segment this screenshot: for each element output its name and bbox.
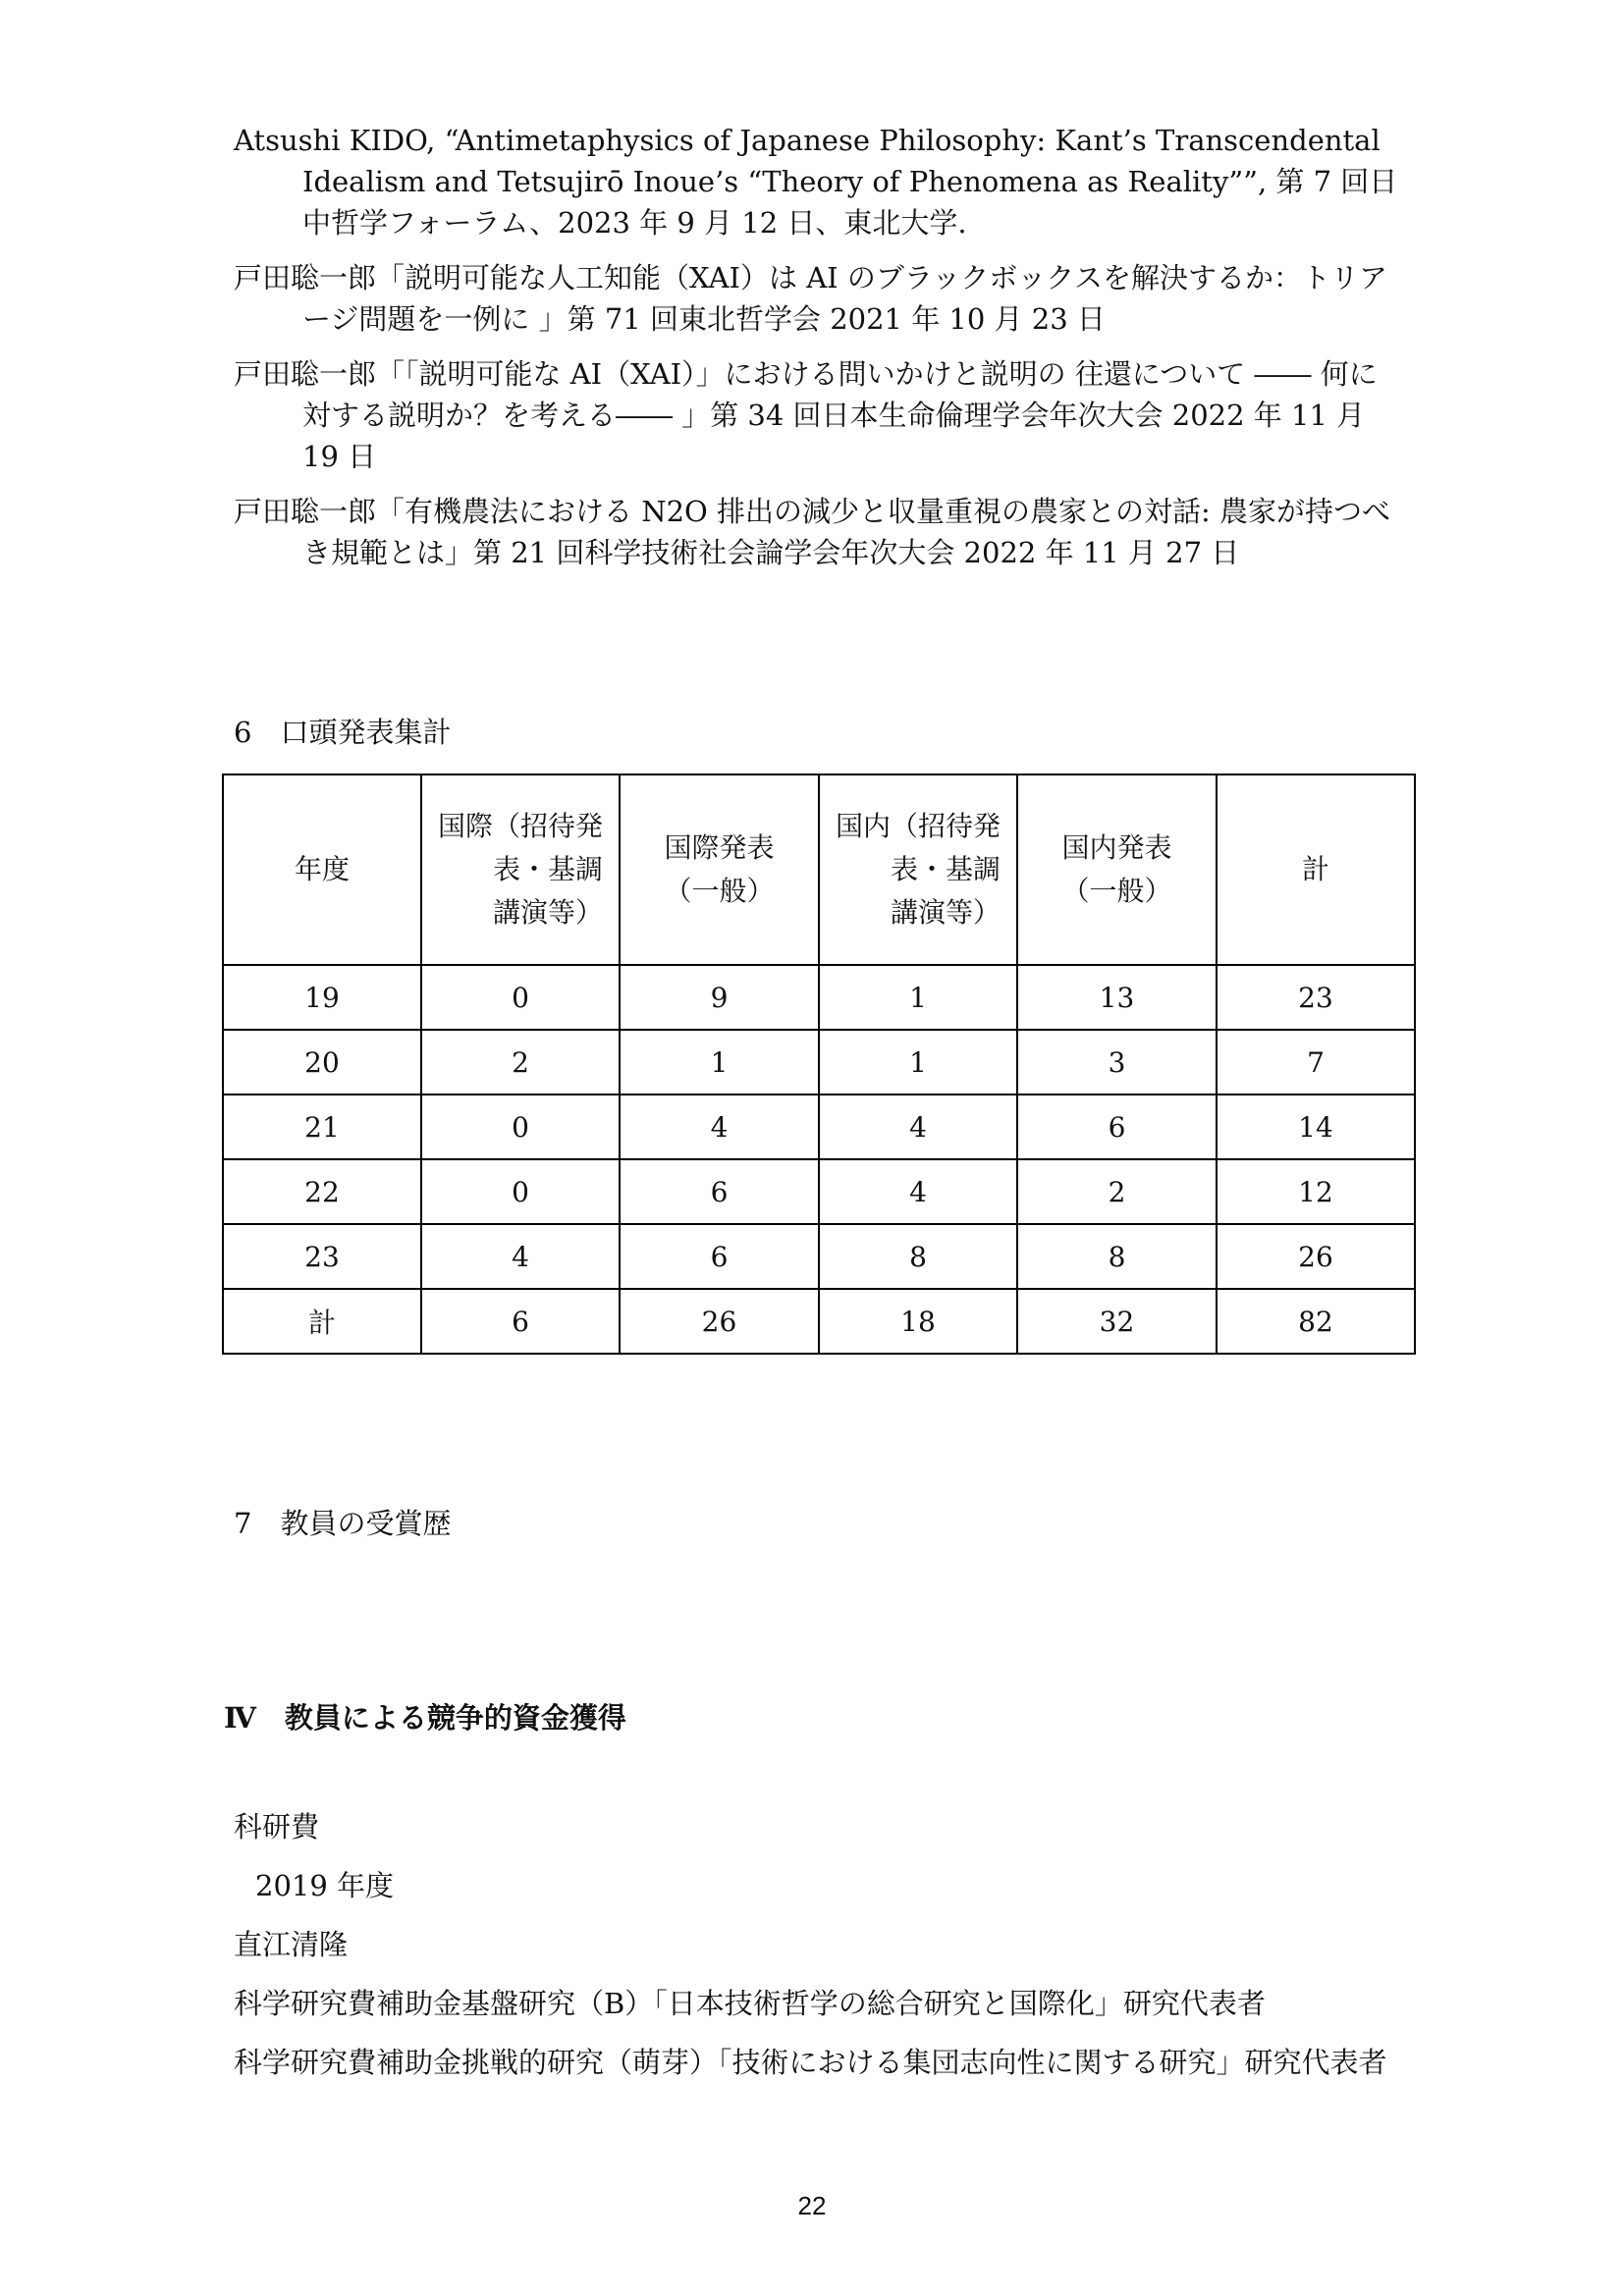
reference-entry: Atsushi KIDO, “Antimetaphysics of Japanese Philosophy: Kant’s Transcendental Idealism and Tetsujirō Inoue’s “Theory of Phenomena as Reality””, 第 7 回日中哲学フォーラム、2023 年 9 月 12 日、東北大学. xyxy=(234,124,1398,240)
table-cell: 6 xyxy=(1017,1095,1217,1159)
table-header-cell: 国際（招待発 表・基調 講演等） xyxy=(421,774,620,965)
table-cell: 1 xyxy=(819,965,1017,1030)
grant-person: 直江清隆 xyxy=(234,1928,349,1961)
grant-list xyxy=(234,1806,1412,2101)
table-cell: 14 xyxy=(1217,1095,1415,1159)
table-cell: 0 xyxy=(421,965,620,1030)
table-header-cell: 計 xyxy=(1217,774,1415,965)
table-cell: 26 xyxy=(1217,1224,1415,1289)
table-cell: 4 xyxy=(421,1224,620,1289)
table-cell: 3 xyxy=(1017,1030,1217,1095)
table-cell: 0 xyxy=(421,1159,620,1224)
table-cell: 21 xyxy=(223,1095,421,1159)
reference-entry: 戸田聡一郎「説明可能な人工知能（XAI）は AI のブラックボックスを解決するか：トリアージ問題を一例に 」第 71 回東北哲学会 2021 年 10 月 23 日 xyxy=(234,261,1387,336)
table-row xyxy=(223,1030,1415,1095)
table-cell: 0 xyxy=(421,1095,620,1159)
table-cell: 32 xyxy=(1017,1289,1217,1354)
table-cell: 4 xyxy=(819,1159,1017,1224)
table-cell: 13 xyxy=(1017,965,1217,1030)
table-cell: 22 xyxy=(223,1159,421,1224)
grant-category: 科研費 xyxy=(234,1810,320,1843)
page-number: 22 xyxy=(797,2191,827,2220)
table-header-cell: 国際発表 （一般） xyxy=(620,774,819,965)
table-header-cell: 年度 xyxy=(223,774,421,965)
table-cell: 2 xyxy=(1017,1159,1217,1224)
reference-entry: 戸田聡一郎「「説明可能な AI（XAI）」における問いかけと説明の 往還について ―― 何に対する説明か？を考える―― 」第 34 回日本生命倫理学会年次大会 2022 年 11 月 19 日 xyxy=(234,357,1378,473)
table-cell: 23 xyxy=(223,1224,421,1289)
table-cell: 計 xyxy=(223,1289,421,1354)
grant-entry: 科学研究費補助金挑戦的研究（萌芽）「技術における集団志向性に関する研究」研究代表者 xyxy=(234,2046,1387,2079)
table-row xyxy=(223,1095,1415,1159)
grant-entry: 科学研究費補助金基盤研究（B）「日本技術哲学の総合研究と国際化」研究代表者 xyxy=(234,1987,1266,2020)
table-cell: 4 xyxy=(620,1095,819,1159)
table-cell: 26 xyxy=(620,1289,819,1354)
table-cell: 6 xyxy=(620,1159,819,1224)
table-header-row xyxy=(223,774,1415,965)
section-heading-competitive-funding: Ⅳ 教員による競争的資金獲得 xyxy=(224,1701,626,1735)
table-cell: 4 xyxy=(819,1095,1017,1159)
table-cell: 6 xyxy=(620,1224,819,1289)
table-cell: 82 xyxy=(1217,1289,1415,1354)
section-heading-oral-summary: 6 口頭発表集計 xyxy=(234,716,452,749)
table-cell: 8 xyxy=(819,1224,1017,1289)
table-row xyxy=(223,1159,1415,1224)
table-cell: 12 xyxy=(1217,1159,1415,1224)
table-cell: 1 xyxy=(819,1030,1017,1095)
table-header-cell: 国内発表 （一般） xyxy=(1017,774,1217,965)
table-cell: 6 xyxy=(421,1289,620,1354)
section-heading-awards: 7 教員の受賞歴 xyxy=(234,1507,452,1540)
grant-year: 2019 年度 xyxy=(255,1869,395,1902)
table-cell: 7 xyxy=(1217,1030,1415,1095)
reference-entry: 戸田聡一郎「有機農法における N2O 排出の減少と収量重視の農家との対話: 農家が持つべき規範とは」第 21 回科学技術社会論学会年次大会 2022 年 11 月 27 日 xyxy=(234,495,1391,569)
table-cell: 18 xyxy=(819,1289,1017,1354)
table-header-cell: 国内（招待発 表・基調 講演等） xyxy=(819,774,1017,965)
table-cell: 20 xyxy=(223,1030,421,1095)
oral-presentation-table xyxy=(222,774,1416,1355)
table-cell: 2 xyxy=(421,1030,620,1095)
table-cell: 19 xyxy=(223,965,421,1030)
table-cell: 23 xyxy=(1217,965,1415,1030)
table-total-row xyxy=(223,1289,1415,1354)
table-row xyxy=(223,1224,1415,1289)
table-row xyxy=(223,965,1415,1030)
table-cell: 8 xyxy=(1017,1224,1217,1289)
table-cell: 1 xyxy=(620,1030,819,1095)
reference-list xyxy=(234,120,1402,587)
table-cell: 9 xyxy=(620,965,819,1030)
